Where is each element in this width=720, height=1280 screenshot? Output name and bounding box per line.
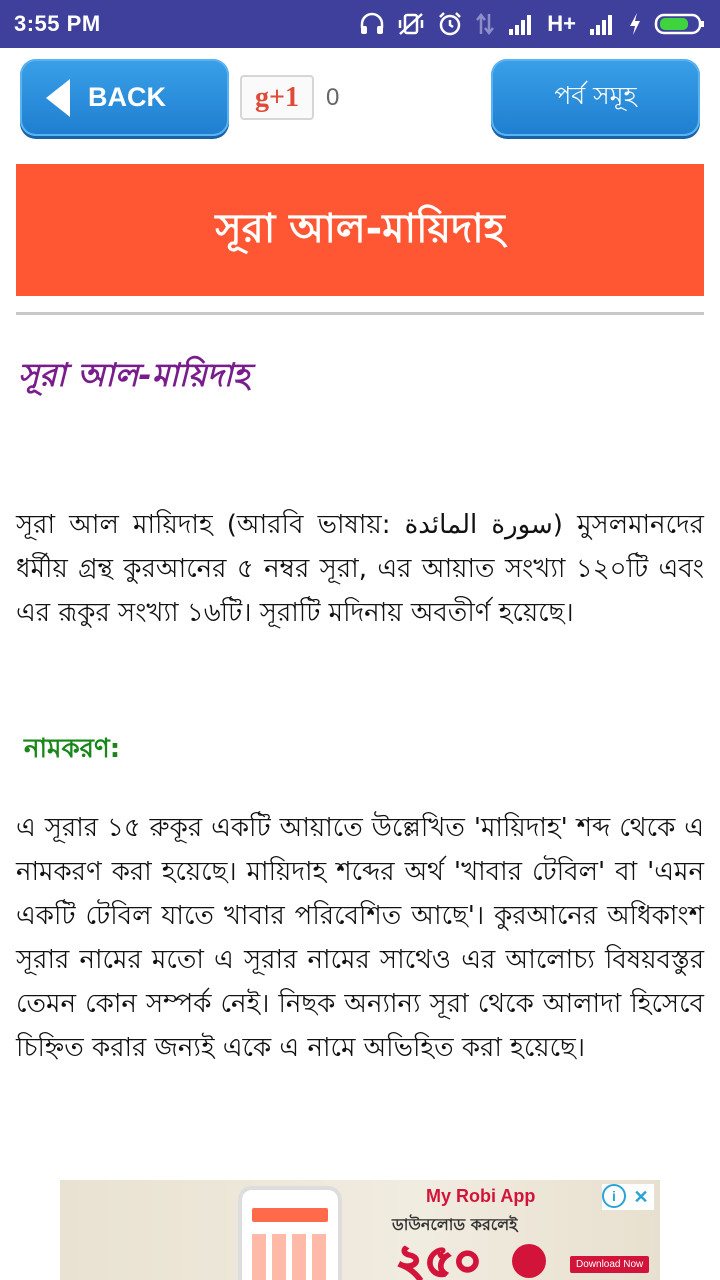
page-title-banner: সূরা আল-মায়িদাহ <box>16 164 704 296</box>
ad-info-icon[interactable]: i <box>602 1184 626 1208</box>
vibrate-off-icon <box>397 12 425 36</box>
charging-icon <box>628 12 642 36</box>
alarm-icon <box>437 11 463 37</box>
divider <box>16 312 704 315</box>
signal-icon-2 <box>588 13 616 35</box>
naming-paragraph: এ সূরার ১৫ রুকূর একটি আয়াতে উল্লেখিত 'মায়িদাহ' শব্দ থেকে এ নামকরণ করা হয়েছে। মায়িদাহ শব্দের অর্থ 'খাবার টেবিল' বা 'এমন একটি টেবিল যাতে খাবার পরিবেশিত আছে'। কুরআনের অধিকাংশ সূরার নামের মতো এ সূরার নামের সাথেও এর আলোচ্য বিষয়বস্তুর তেমন কোন সম্পর্ক নেই। নিছক অন্যান্য সূরা থেকে আলাদা হিসেবে চিহ্নিত করার জন্যই একে এ নামে অভিহিত করা হয়েছে। <box>16 813 704 1063</box>
google-plus-one-button[interactable]: g+1 <box>240 75 314 120</box>
intro-paragraph: সূরা আল মায়িদাহ (আরবি ভাষায়: سورة المائدة) মুসলমানদের ধর্মীয় গ্রন্থ কুরআনের ৫ নম্বর সূরা, এর আয়াত সংখ্যা ১২০টি এবং এর রূকুর সংখ্যা ১৬টি। সূরাটি মদিনায় অবতীর্ণ হয়েছে। <box>16 510 704 628</box>
signal-icon <box>507 13 535 35</box>
ad-amount: ২৫০ <box>396 1236 482 1280</box>
status-icons <box>359 11 706 37</box>
page-subtitle: সূরা আল-মায়িদাহ <box>18 356 250 394</box>
ad-phone-image <box>238 1186 342 1280</box>
network-type: H+ <box>547 11 576 36</box>
ad-title: My Robi App <box>426 1186 536 1206</box>
data-transfer-icon <box>475 12 495 36</box>
battery-icon <box>654 12 706 36</box>
back-button[interactable] <box>20 59 229 136</box>
back-button-label: BACK <box>88 82 166 112</box>
ad-download-button[interactable]: Download Now <box>570 1256 649 1273</box>
status-bar <box>0 0 720 48</box>
ad-choices <box>602 1184 654 1210</box>
parts-list-button[interactable]: পর্ব সমূহ <box>491 59 700 136</box>
ad-banner[interactable] <box>60 1180 660 1280</box>
back-arrow-icon <box>46 79 70 117</box>
ad-badge <box>512 1244 546 1278</box>
naming-heading: নামকরণ: <box>24 734 121 764</box>
ad-subtitle: ডাউনলোড করলেই <box>392 1215 518 1234</box>
status-time: 3:55 PM <box>14 11 101 36</box>
headphones-icon <box>359 12 385 36</box>
google-plus-count: 0 <box>326 84 340 111</box>
ad-close-icon[interactable]: ✕ <box>633 1186 649 1207</box>
